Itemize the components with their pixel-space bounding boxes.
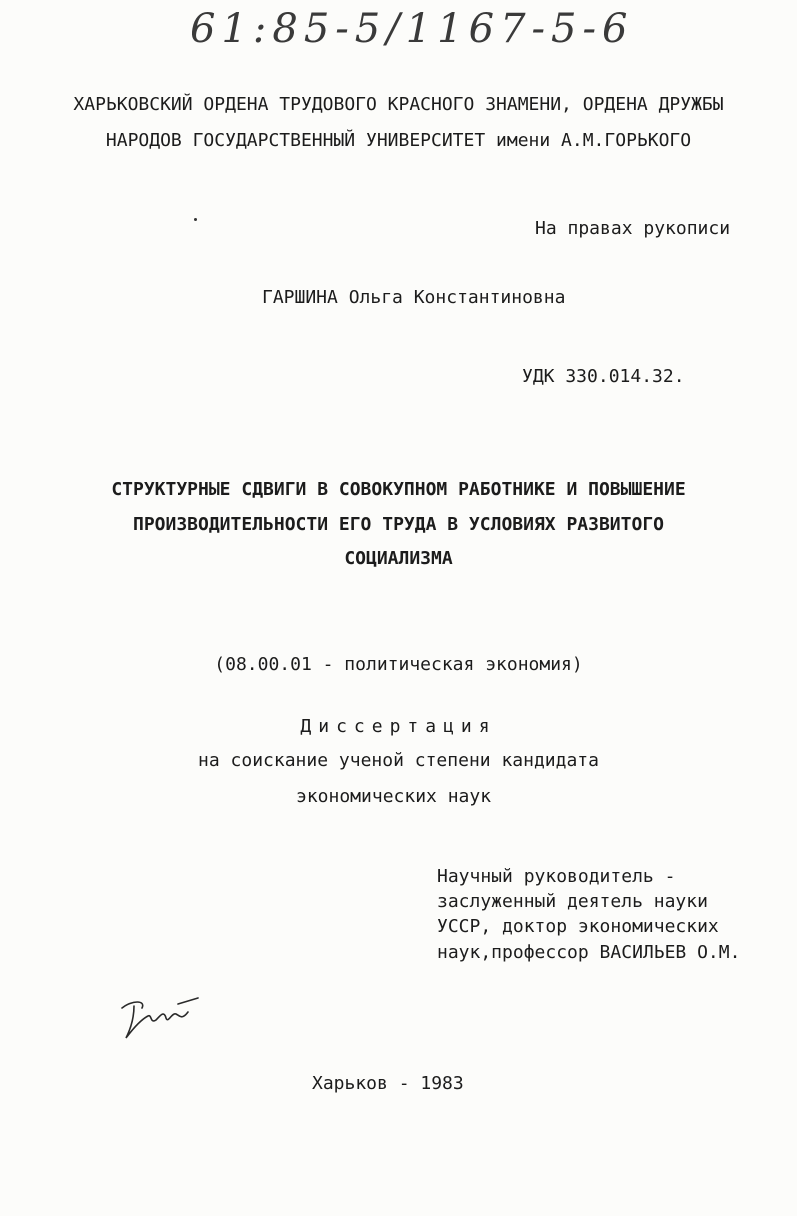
university-line-1: ХАРЬКОВСКИЙ ОРДЕНА ТРУДОВОГО КРАСНОГО ЗНАМЕНИ, ОРДЕНА ДРУЖБЫ xyxy=(73,94,724,115)
manuscript-note: На правах рукописи xyxy=(535,218,731,239)
thesis-title-line-3: СОЦИАЛИЗМА xyxy=(344,548,453,569)
handwritten-signature xyxy=(112,990,212,1050)
author-name: ГАРШИНА Ольга Константиновна xyxy=(262,287,566,308)
supervisor-line-3: УССР, доктор экономических xyxy=(437,916,719,937)
work-type: Диссертация xyxy=(300,716,497,737)
thesis-title-line-1: СТРУКТУРНЫЕ СДВИГИ В СОВОКУПНОМ РАБОТНИКЕ И ПОВЫШЕНИЕ xyxy=(111,479,686,500)
university-line-2: НАРОДОВ ГОСУДАРСТВЕННЫЙ УНИВЕРСИТЕТ имени А.М.ГОРЬКОГО xyxy=(105,130,692,151)
degree-line-1: на соискание ученой степени кандидата xyxy=(198,750,599,771)
place-and-year: Харьков - 1983 xyxy=(312,1073,464,1094)
thesis-title-line-2: ПРОИЗВОДИТЕЛЬНОСТИ ЕГО ТРУДА В УСЛОВИЯХ РАЗВИТОГО xyxy=(132,514,664,535)
supervisor-line-4: наук,профессор ВАСИЛЬЕВ О.М. xyxy=(437,942,741,963)
supervisor-line-1: Научный руководитель - xyxy=(437,866,676,887)
handwritten-reference-number: 61:85-5/1167-5-6 xyxy=(190,6,634,52)
degree-line-2: экономических наук xyxy=(296,786,492,807)
speck xyxy=(194,218,197,221)
supervisor-line-2: заслуженный деятель науки xyxy=(437,891,708,912)
udc-code: УДК 330.014.32. xyxy=(522,366,685,387)
specialty-code: (08.00.01 - политическая экономия) xyxy=(214,654,583,675)
